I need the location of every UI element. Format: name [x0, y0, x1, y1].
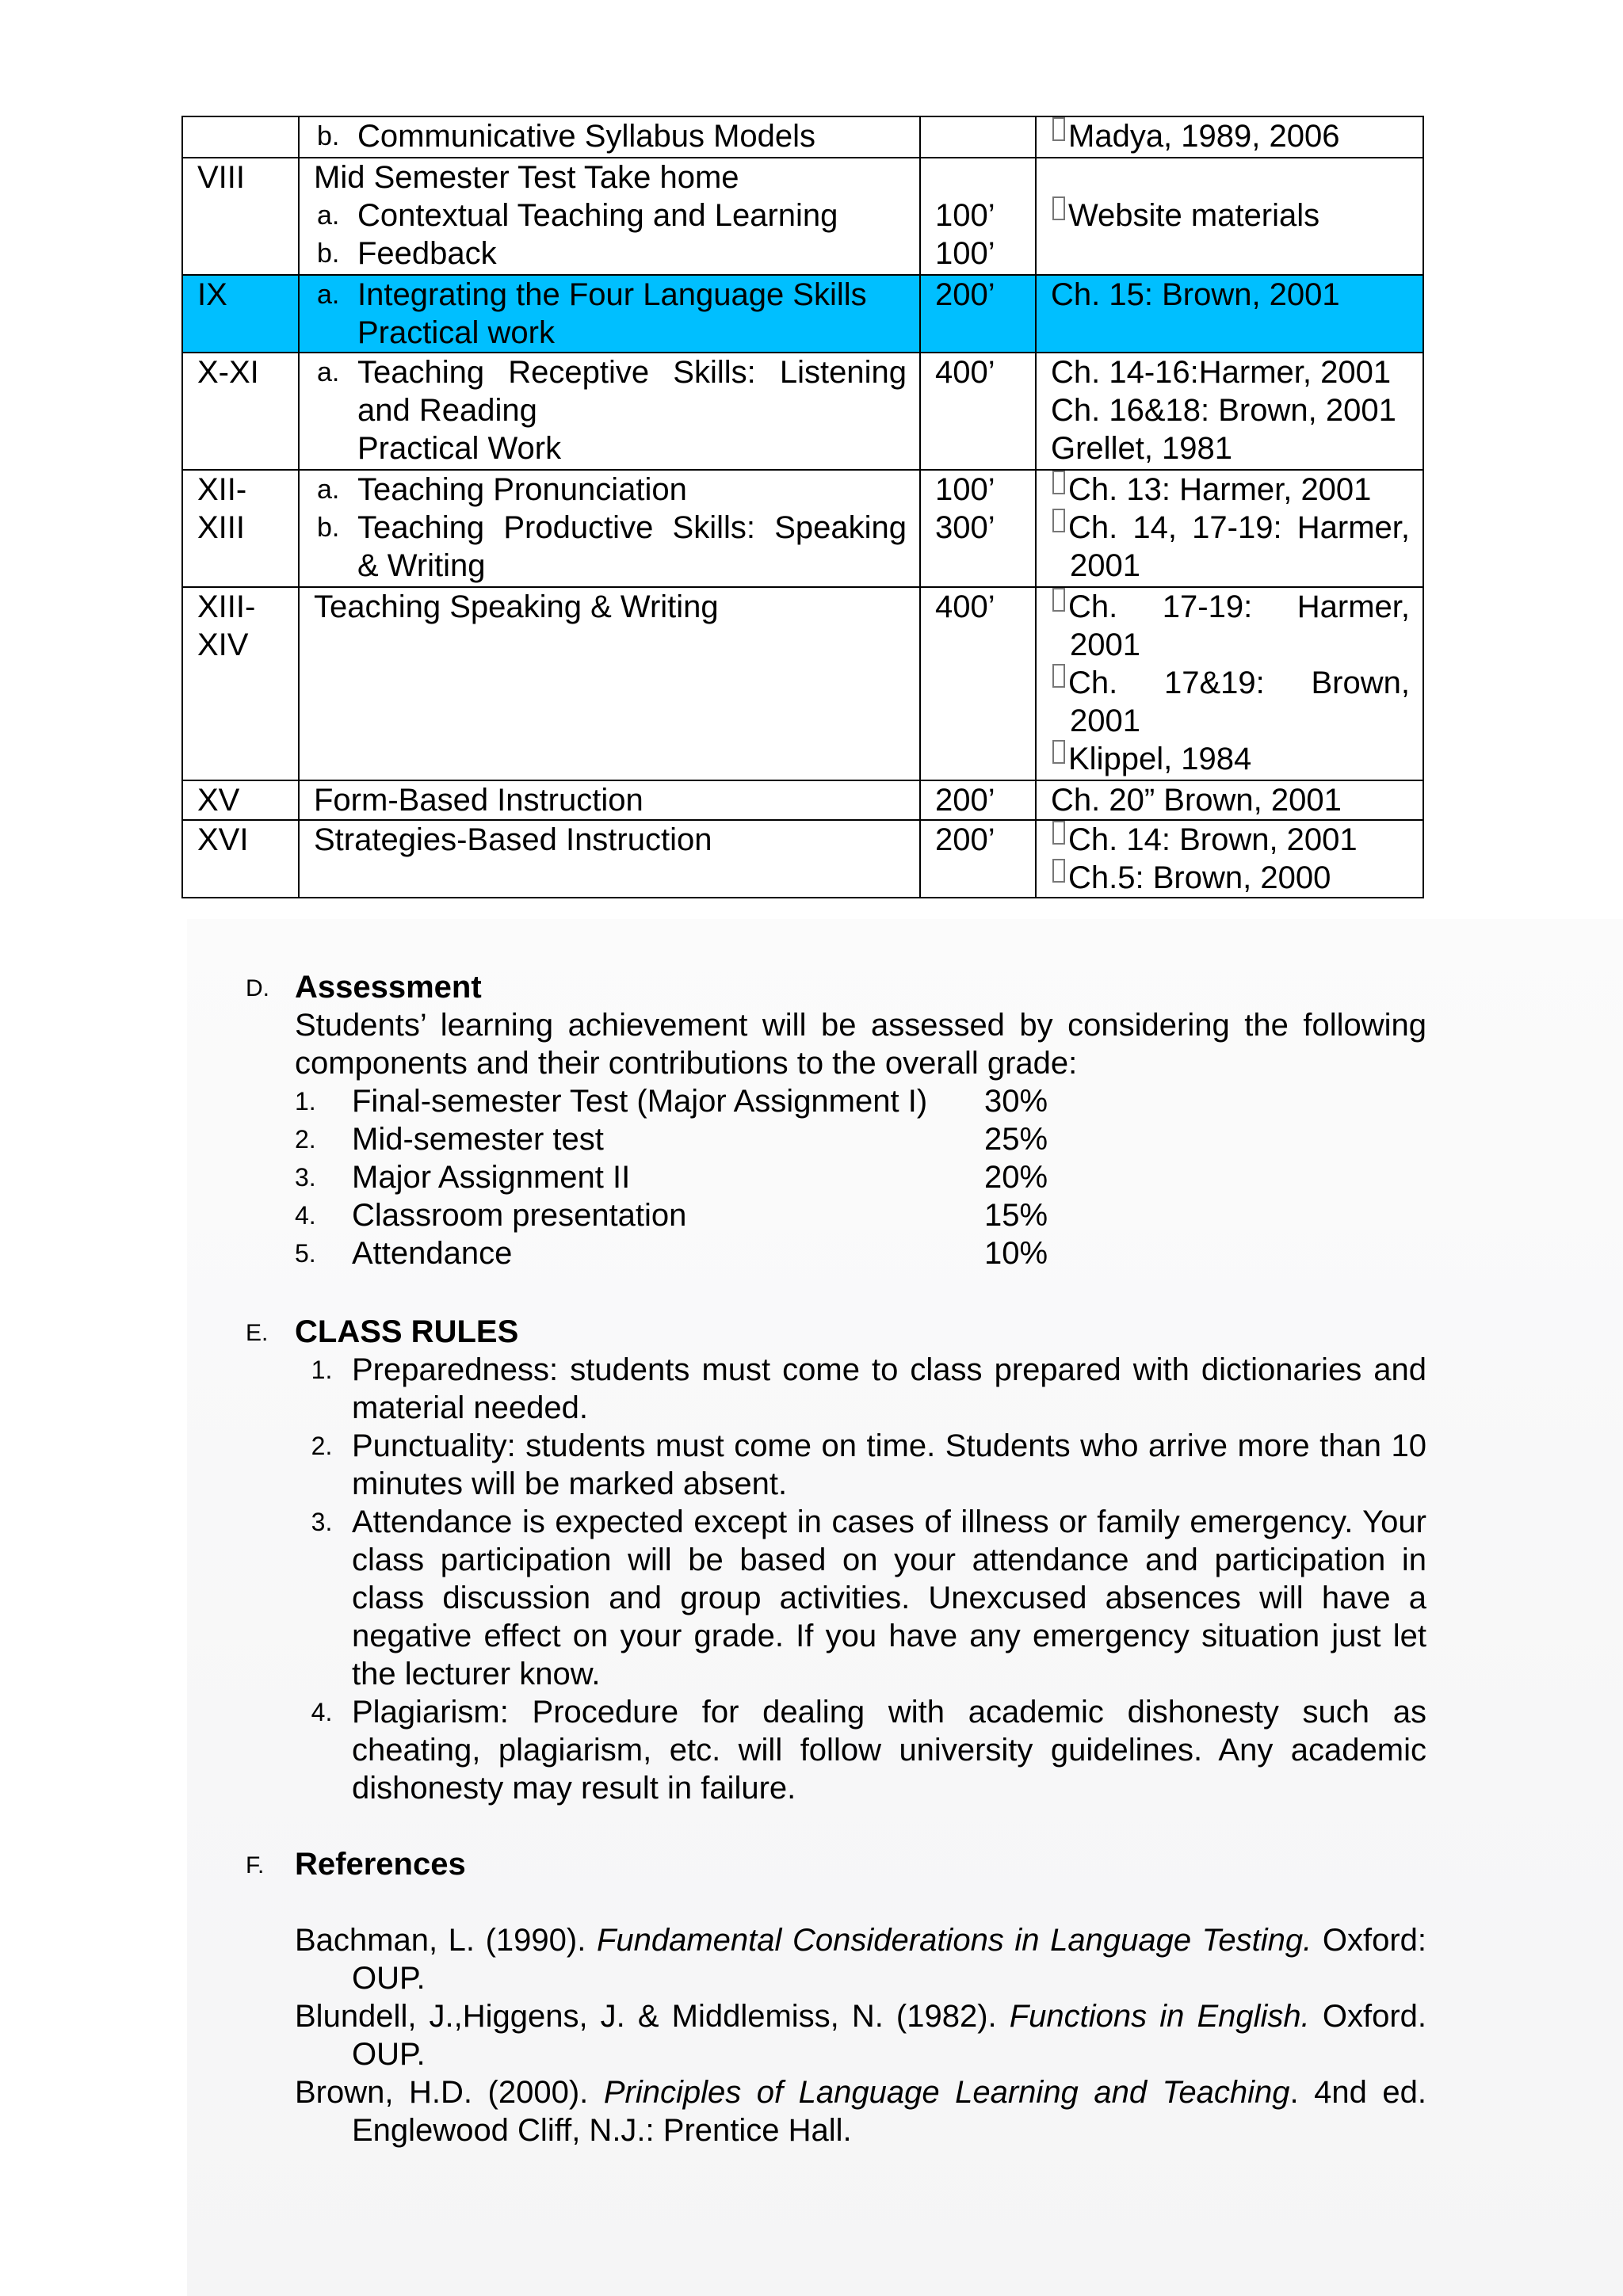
- class-rules-section: [0, 1313, 1623, 1807]
- time-cell: 400’: [920, 353, 1036, 470]
- list-item: 5. Attendance 10%: [295, 1236, 1048, 1271]
- topic-heading: Mid Semester Test Take home: [314, 160, 739, 195]
- reference-title: Functions in English.: [1009, 1999, 1310, 2034]
- section-title: Assessment: [295, 970, 482, 1005]
- week-cell: [182, 116, 299, 158]
- missing-glyph-icon: [1052, 740, 1065, 764]
- time-cell: 100’ 300’: [920, 470, 1036, 587]
- time-cell: 100’ 100’: [920, 158, 1036, 275]
- assessment-section: [0, 968, 1623, 1272]
- weight: 25%: [984, 1122, 1048, 1157]
- week-cell: VIII: [182, 158, 299, 275]
- source-cell: Website materials: [1036, 158, 1423, 275]
- table-row: [182, 470, 1423, 587]
- source-cell: Ch. 15: Brown, 2001: [1036, 275, 1423, 353]
- week-cell: XVI: [182, 820, 299, 898]
- list-item: 2. Punctuality: students must come on time. Students who arrive more than 10 minutes will be marked absent.: [311, 1428, 1426, 1501]
- section-letter: D.: [246, 975, 269, 1001]
- source-cell: Ch. 14: Brown, 2001 Ch.5: Brown, 2000: [1036, 820, 1423, 898]
- source-cell: Ch. 13: Harmer, 2001 Ch. 14, 17-19: Harmer, 2001: [1036, 470, 1423, 587]
- missing-glyph-icon: [1052, 117, 1065, 141]
- section-title: References: [295, 1847, 466, 1882]
- reference-entry: Bachman, L. (1990). Fundamental Considerations in Language Testing. Oxford: OUP.: [295, 1923, 1426, 1996]
- table-row: [182, 780, 1423, 820]
- time-cell: [920, 116, 1036, 158]
- missing-glyph-icon: [1052, 859, 1065, 883]
- time-cell: 200’: [920, 820, 1036, 898]
- topic-cell: a. Teaching Receptive Skills: Listening and Reading Practical Work: [299, 353, 920, 470]
- missing-glyph-icon: [1052, 821, 1065, 845]
- missing-glyph-icon: [1052, 471, 1065, 494]
- list-item: 2. Mid-semester test 25%: [295, 1122, 1048, 1157]
- list-item: 1. Preparedness: students must come to class prepared with dictionaries and material needed.: [311, 1352, 1426, 1425]
- topic-cell: Form-Based Instruction: [299, 780, 920, 820]
- references-section: [0, 1845, 1623, 2149]
- reference-title: Fundamental Considerations in Language Testing.: [596, 1923, 1312, 1958]
- week-cell: IX: [182, 275, 299, 353]
- table-row: [182, 353, 1423, 470]
- source-cell: Ch. 14-16:Harmer, 2001 Ch. 16&18: Brown, 2001 Grellet, 1981: [1036, 353, 1423, 470]
- topic-cell: Teaching Speaking & Writing: [299, 587, 920, 780]
- table-row: [182, 587, 1423, 780]
- topic-cell: Mid Semester Test Take home a. Contextual Teaching and Learning b. Feedback: [299, 158, 920, 275]
- time-cell: 200’: [920, 275, 1036, 353]
- weight: 15%: [984, 1198, 1048, 1233]
- reference-entry: Blundell, J.,Higgens, J. & Middlemiss, N. (1982). Functions in English. Oxford. OUP.: [295, 1999, 1426, 2072]
- list-item: 3. Major Assignment II 20%: [295, 1160, 1048, 1195]
- topic-cell: a. Teaching Pronunciation b. Teaching Productive Skills: Speaking & Writing: [299, 470, 920, 587]
- time-cell: 200’: [920, 780, 1036, 820]
- table-row-highlighted: [182, 275, 1423, 353]
- time-cell: 400’: [920, 587, 1036, 780]
- week-cell: X-XI: [182, 353, 299, 470]
- missing-glyph-icon: [1052, 196, 1065, 220]
- week-cell: XIII- XIV: [182, 587, 299, 780]
- source-cell: Ch. 20” Brown, 2001: [1036, 780, 1423, 820]
- assessment-intro: Students’ learning achievement will be assessed by considering the following components and their contributions to the overall grade:: [295, 1008, 1426, 1081]
- missing-glyph-icon: [1052, 588, 1065, 612]
- section-letter: F.: [246, 1852, 265, 1878]
- section-letter: E.: [246, 1320, 269, 1346]
- list-item: 4. Plagiarism: Procedure for dealing with academic dishonesty such as cheating, plagiarism, etc. will follow university guidelines. Any academic dishonesty may result in failure.: [311, 1695, 1426, 1806]
- list-item: 1. Final-semester Test (Major Assignment I) 30%: [295, 1084, 1048, 1119]
- weight: 20%: [984, 1160, 1048, 1195]
- schedule-table: [181, 116, 1424, 898]
- list-item: 3. Attendance is expected except in cases of illness or family emergency. Your class participation will be based on your attendance and participation in class discussion and group activities. Unexcused absences will have a negative effect on your grade. If you have any emergency situation just let the lecturer know.: [311, 1505, 1426, 1691]
- topic-cell: a. Integrating the Four Language Skills Practical work: [299, 275, 920, 353]
- table-row: [182, 820, 1423, 898]
- source-cell: Ch. 17-19: Harmer, 2001 Ch. 17&19: Brown, 2001 Klippel, 1984: [1036, 587, 1423, 780]
- missing-glyph-icon: [1052, 664, 1065, 688]
- reference-entry: Brown, H.D. (2000). Principles of Language Learning and Teaching. 4nd ed. Englewood Cliff, N.J.: Prentice Hall.: [295, 2075, 1426, 2148]
- source-cell: Madya, 1989, 2006: [1036, 116, 1423, 158]
- assessment-list: [295, 1082, 1623, 1272]
- week-cell: XII- XIII: [182, 470, 299, 587]
- list-item: 4. Classroom presentation 15%: [295, 1198, 1048, 1233]
- weight: 30%: [984, 1084, 1048, 1119]
- topic-cell: Strategies-Based Instruction: [299, 820, 920, 898]
- reference-title: Principles of Language Learning and Teaching: [603, 2075, 1290, 2110]
- topic-cell: b. Communicative Syllabus Models: [299, 116, 920, 158]
- table-row: [182, 158, 1423, 275]
- section-title: CLASS RULES: [295, 1314, 519, 1349]
- weight: 10%: [984, 1236, 1048, 1271]
- week-cell: XV: [182, 780, 299, 820]
- missing-glyph-icon: [1052, 509, 1065, 532]
- table-row: [182, 116, 1423, 158]
- rules-list: [295, 1351, 1426, 1807]
